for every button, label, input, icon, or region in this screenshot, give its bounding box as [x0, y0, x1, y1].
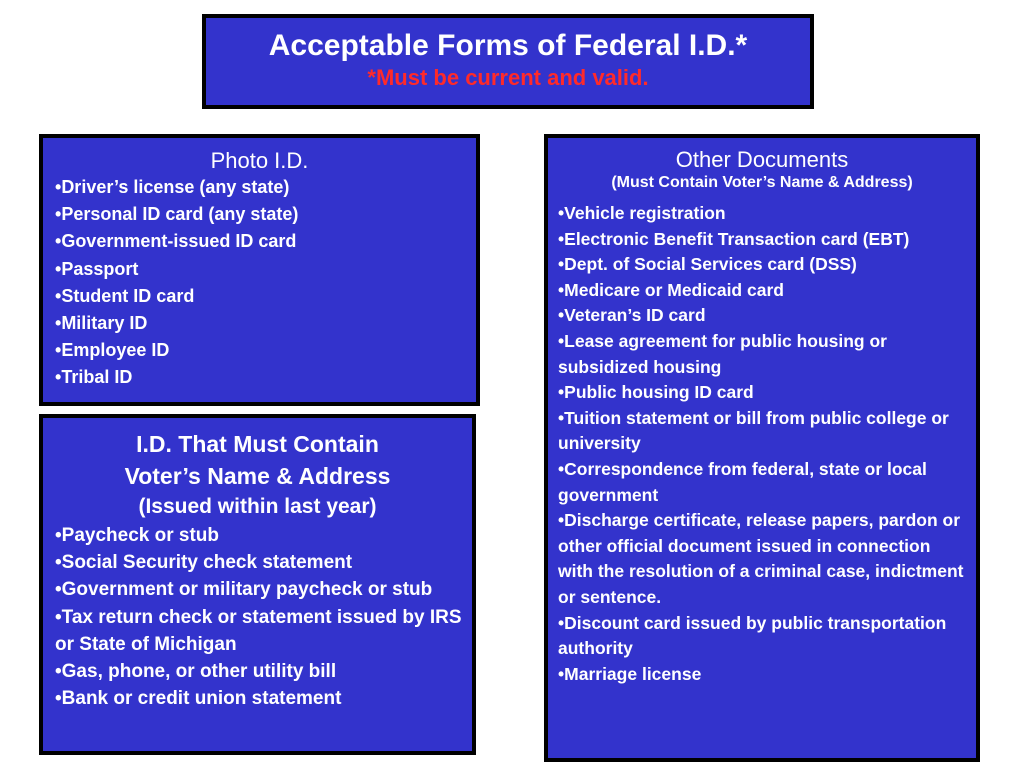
- list-item: • Military ID: [55, 310, 468, 337]
- list-item: • Gas, phone, or other utility bill: [55, 658, 464, 685]
- list-item: • Lease agreement for public housing or subsidized housing: [558, 329, 966, 380]
- list-item: • Public housing ID card: [558, 380, 966, 406]
- page-title: Acceptable Forms of Federal I.D.*: [268, 29, 748, 62]
- list-item: • Paycheck or stub: [55, 522, 464, 549]
- list-item: • Government or military paycheck or stub: [55, 576, 464, 603]
- address-id-heading-line2: Voter’s Name & Address: [124, 463, 391, 489]
- photo-id-list: [43, 174, 476, 392]
- address-id-list: [43, 522, 472, 712]
- address-id-heading-line1: I.D. That Must Contain: [136, 431, 379, 457]
- address-id-subheading: (Issued within last year): [138, 495, 377, 518]
- other-documents-subheading: (Must Contain Voter’s Name & Address): [611, 174, 913, 191]
- list-item: • Social Security check statement: [55, 549, 464, 576]
- list-item: • Student ID card: [55, 283, 468, 310]
- list-item: • Driver’s license (any state): [55, 174, 468, 201]
- validity-note: *Must be current and valid.: [367, 65, 649, 90]
- photo-id-heading: Photo I.D.: [210, 148, 309, 173]
- list-item: • Personal ID card (any state): [55, 201, 468, 228]
- list-item: • Vehicle registration: [558, 201, 966, 227]
- list-item: • Marriage license: [558, 662, 966, 688]
- list-item: • Electronic Benefit Transaction card (EBT): [558, 227, 966, 253]
- photo-id-box: [39, 134, 480, 406]
- list-item: • Government-issued ID card: [55, 228, 468, 255]
- address-id-heading: [43, 428, 472, 492]
- list-item: • Passport: [55, 256, 468, 283]
- list-item: • Veteran’s ID card: [558, 303, 966, 329]
- list-item: • Dept. of Social Services card (DSS): [558, 252, 966, 278]
- list-item: • Employee ID: [55, 337, 468, 364]
- title-box: [202, 14, 814, 109]
- list-item: • Discharge certificate, release papers, pardon or other official document issued in connection with the resolution of a criminal case, indictment or sentence.: [558, 508, 966, 610]
- list-item: • Tuition statement or bill from public college or university: [558, 406, 966, 457]
- address-id-box: [39, 414, 476, 755]
- other-documents-heading: Other Documents: [675, 147, 849, 172]
- list-item: • Correspondence from federal, state or local government: [558, 457, 966, 508]
- list-item: • Tax return check or statement issued by IRS or State of Michigan: [55, 604, 464, 658]
- other-documents-box: [544, 134, 980, 762]
- list-item: • Bank or credit union statement: [55, 685, 464, 712]
- list-item: • Medicare or Medicaid card: [558, 278, 966, 304]
- other-documents-list: [548, 201, 976, 687]
- list-item: • Tribal ID: [55, 364, 468, 391]
- list-item: • Discount card issued by public transportation authority: [558, 611, 966, 662]
